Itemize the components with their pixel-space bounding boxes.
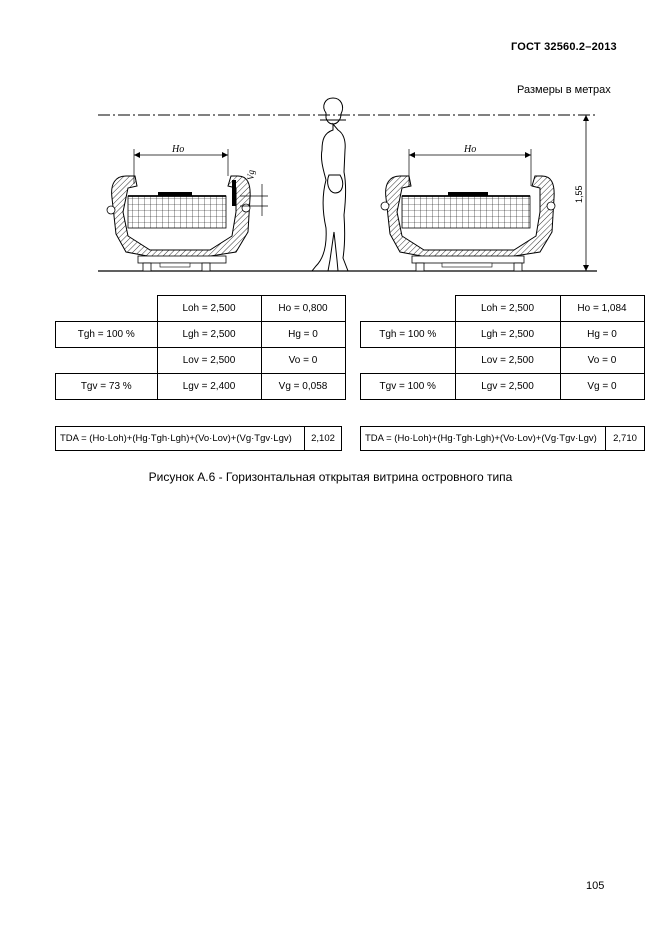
right-ho: Ho = 1,084 (560, 296, 644, 322)
left-display-case (107, 176, 250, 271)
page-number: 105 (586, 880, 605, 892)
right-lgv: Lgv = 2,500 (455, 374, 560, 400)
vg-dimension-label: Vg (246, 170, 256, 180)
left-tda-result: 2,102 (305, 427, 342, 451)
right-tgh: Tgh = 100 % (361, 322, 456, 348)
left-tgh: Tgh = 100 % (56, 322, 158, 348)
units-note: Размеры в метрах (517, 84, 611, 96)
right-hg: Hg = 0 (560, 322, 644, 348)
right-ho-label: Hо (464, 144, 477, 155)
left-ho: Ho = 0,800 (261, 296, 345, 322)
technical-drawing (0, 0, 661, 290)
right-lgh: Lgh = 2,500 (455, 322, 560, 348)
left-vo: Vo = 0 (261, 348, 345, 374)
left-tgv: Tgv = 73 % (56, 374, 158, 400)
right-tgv: Tgv = 100 % (361, 374, 456, 400)
document-header: ГОСТ 32560.2–2013 (511, 41, 617, 53)
left-formula-text: TDA = (Ho·Loh)+(Hg·Tgh·Lgh)+(Vo·Lov)+(Vg·Tgv·Lgv) (56, 427, 305, 451)
left-hg: Hg = 0 (261, 322, 345, 348)
left-loh: Loh = 2,500 (157, 296, 261, 322)
figure-caption: Рисунок А.6 - Горизонтальная открытая витрина островного типа (148, 470, 513, 484)
right-tda-result: 2,710 (606, 427, 645, 451)
left-lgh: Lgh = 2,500 (157, 322, 261, 348)
right-lov: Lov = 2,500 (455, 348, 560, 374)
left-tda-formula (55, 426, 342, 451)
right-vg: Vg = 0 (560, 374, 644, 400)
height-dimension-label: 1,55 (574, 185, 584, 203)
human-figure (312, 98, 348, 271)
left-vg: Vg = 0,058 (261, 374, 345, 400)
right-vo: Vo = 0 (560, 348, 644, 374)
right-display-case (381, 176, 555, 271)
right-parameters-table (360, 295, 645, 400)
right-loh: Loh = 2,500 (455, 296, 560, 322)
right-tda-formula (360, 426, 645, 451)
right-formula-text: TDA = (Ho·Loh)+(Hg·Tgh·Lgh)+(Vo·Lov)+(Vg·Tgv·Lgv) (361, 427, 606, 451)
left-lov: Lov = 2,500 (157, 348, 261, 374)
left-parameters-table (55, 295, 346, 400)
left-lgv: Lgv = 2,400 (157, 374, 261, 400)
left-ho-label: Hо (172, 144, 185, 155)
